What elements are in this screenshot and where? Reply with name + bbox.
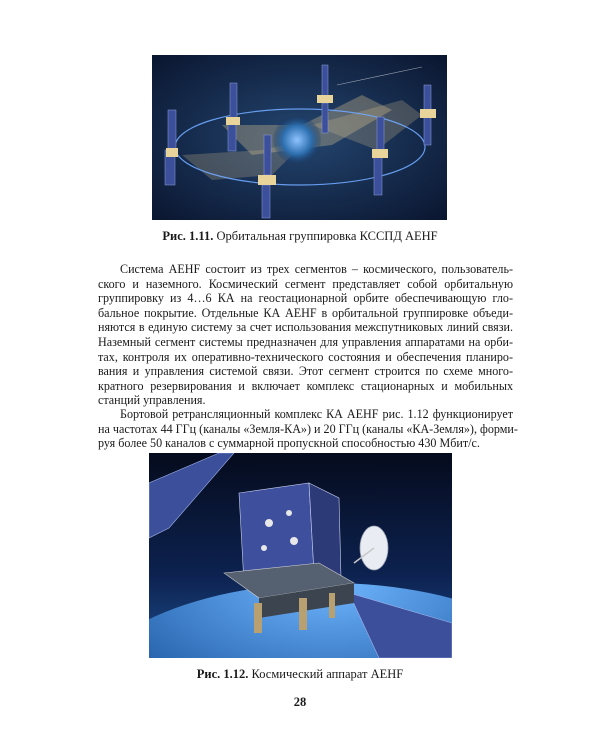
body-paragraph xyxy=(98,407,518,451)
body-paragraph xyxy=(98,262,513,408)
text-line: на частотах 44 ГГц (каналы «Земля-КА») и 20 ГГц (каналы «КА-Земля»), форми- xyxy=(98,421,518,436)
figure-aehf-satellite xyxy=(149,453,452,658)
text-line: тах, контроля их оперативно-технического состояния и обеспечения планиро- xyxy=(98,349,513,364)
text-line: кратного резервирования и включает комплекс стационарных и мобильных xyxy=(98,378,513,393)
text-line: руя более 50 каналов с суммарной пропускной способностью 430 Мбит/с. xyxy=(98,436,480,451)
text-line: Система AEHF состоит из трех сегментов – космического, пользователь- xyxy=(120,262,513,276)
text-line: ского и наземного. Космический сегмент представляет собой орбитальную xyxy=(98,276,513,291)
page-number: 28 xyxy=(293,695,307,709)
text-line: Бортовой ретрансляционный комплекс КА AEHF рис. 1.12 функционирует xyxy=(120,407,513,421)
earth-globe xyxy=(273,116,321,164)
text-line: вания и управления системой связи. Этот сегмент строится по схеме много- xyxy=(98,364,513,379)
figure-caption-text: Орбитальная группировка КССПД AEHF xyxy=(216,229,438,243)
figure-label: Рис. 1.11. xyxy=(162,229,214,243)
figure-label: Рис. 1.12. xyxy=(196,667,249,681)
figure-caption-text: Космический аппарат AEHF xyxy=(251,667,404,681)
figure-caption xyxy=(0,667,600,682)
text-line: Наземный сегмент системы предназначен для управления аппаратами на орби- xyxy=(98,334,513,349)
text-line: бальное покрытие. Отдельные КА AEHF в орбитальной группировке объеди- xyxy=(98,305,513,320)
text-line: группировку из 4…6 КА на геостационарной орбите обеспечивающую гло- xyxy=(98,291,513,306)
text-line: станций управления. xyxy=(98,393,206,408)
figure-caption xyxy=(0,229,600,244)
text-line: няются в единую систему за счет использования межспутниковых линий связи. xyxy=(98,320,513,335)
figure-orbital-constellation xyxy=(152,55,447,220)
